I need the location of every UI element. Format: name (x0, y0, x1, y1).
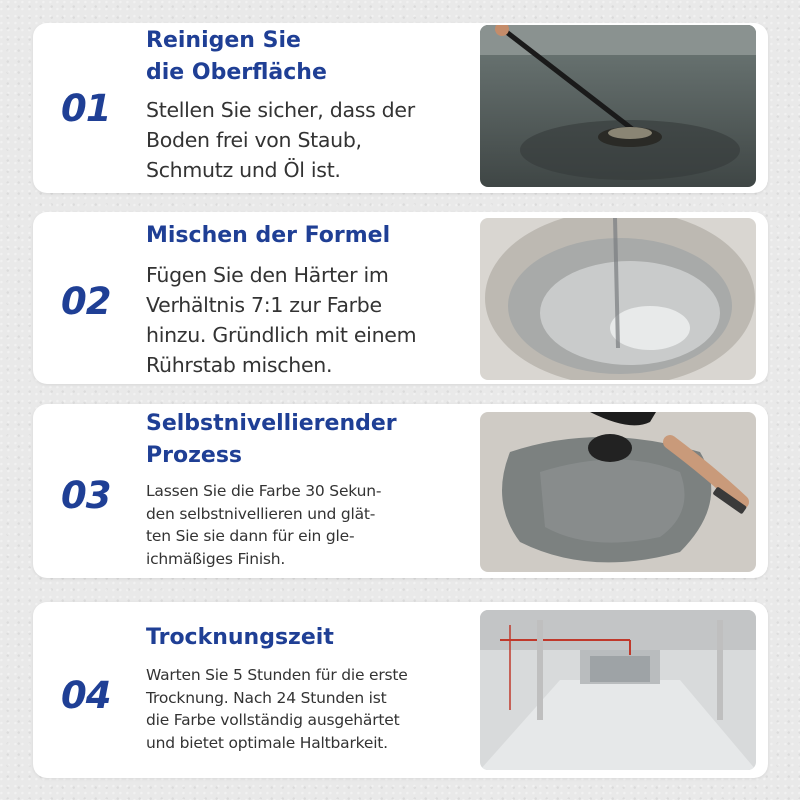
step-description: Lassen Sie die Farbe 30 Sekun- den selbstnivellieren und glät- ten Sie sie dann für ein gle- ichmäßiges Finish. (146, 482, 382, 568)
step-number: 03 (61, 474, 111, 517)
step-number: 04 (61, 674, 111, 717)
mixing-bucket-photo (480, 218, 756, 380)
step-title: Mischen der Formel (146, 223, 391, 248)
step-card-1 (33, 23, 768, 193)
step-title: Reinigen Sie die Oberfläche (146, 28, 327, 85)
step-number: 02 (61, 280, 111, 323)
step-card-2 (33, 212, 768, 384)
step-description: Stellen Sie sicher, dass der Boden frei von Staub, Schmutz und Öl ist. (146, 98, 415, 182)
step-title: Trocknungszeit (146, 625, 334, 650)
step-description: Fügen Sie den Härter im Verhältnis 7:1 zur Farbe hinzu. Gründlich mit einem Rührstab mischen. (146, 263, 417, 377)
warehouse-floor-photo (480, 610, 756, 770)
trowel-leveling-photo (480, 412, 756, 572)
step-number: 01 (61, 87, 111, 130)
mopping-floor-photo (480, 25, 756, 187)
step-card-4 (33, 602, 768, 778)
step-card-3 (33, 404, 768, 578)
step-title: Selbstnivellierender Prozess (146, 411, 397, 468)
step-description: Warten Sie 5 Stunden für die erste Trocknung. Nach 24 Stunden ist die Farbe vollständig ausgehärtet und bietet optimale Haltbarkeit. (146, 666, 408, 752)
